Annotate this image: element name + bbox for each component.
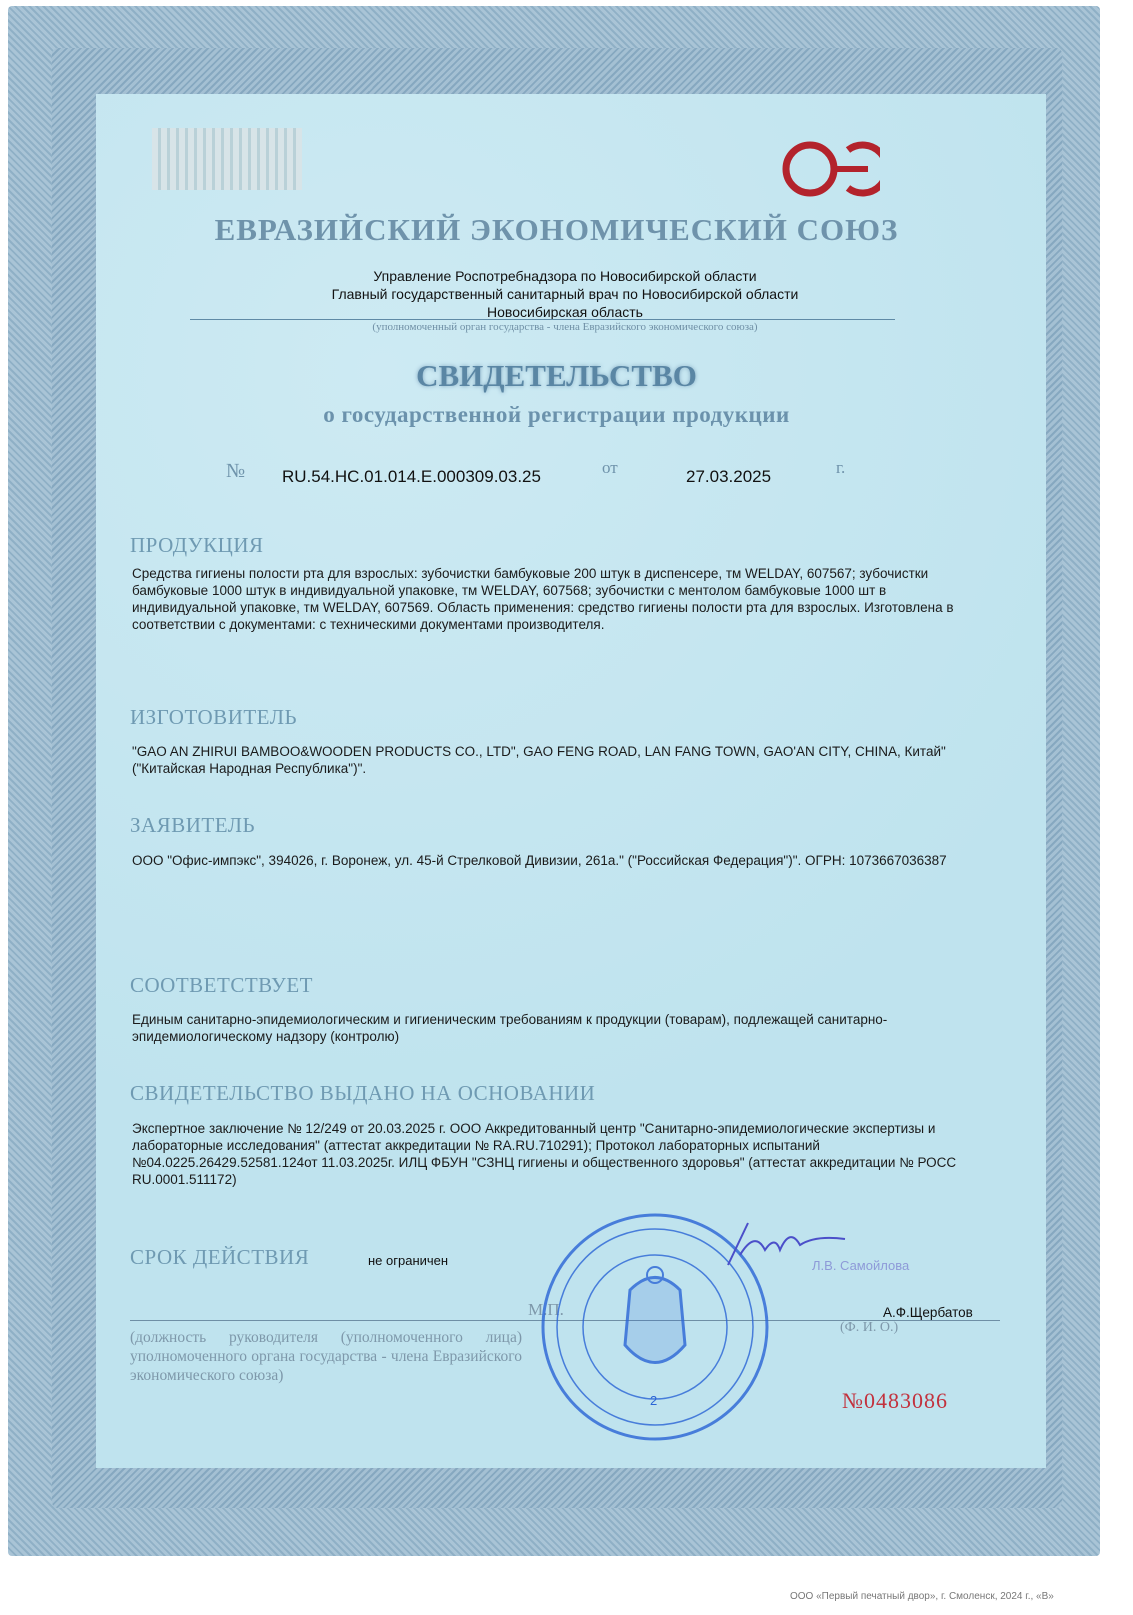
- complies-text: Единым санитарно-эпидемиологическим и гигиеническим требованиям к продукции (товарам), подлежащей санитарно-эпидемиологическому надзору (контролю): [132, 1012, 888, 1044]
- authority-line: Новосибирская область: [487, 304, 643, 320]
- manufacturer-text: "GAO AN ZHIRUI BAMBOO&WOODEN PRODUCTS CO., LTD", GAO FENG ROAD, LAN FANG TOWN, GAO'AN CITY, CHINA, Китай" ("Китайская Народная Республика")".: [132, 744, 946, 776]
- date-from-label: от: [602, 458, 618, 477]
- serial-number: №0483086: [842, 1388, 948, 1413]
- se-logo: [780, 138, 880, 200]
- applicant-heading: ЗАЯВИТЕЛЬ: [130, 813, 256, 837]
- applicant-text: ООО "Офис-импэкс", 394026, г. Воронеж, ул. 45-й Стрелковой Дивизии, 261а." ("Российская Федерация")". ОГРН: 1073667036387: [132, 853, 947, 868]
- hologram: [152, 128, 302, 190]
- basis-heading: СВИДЕТЕЛЬСТВО ВЫДАНО НА ОСНОВАНИИ: [130, 1081, 596, 1105]
- stamp-mark-label: М.П.: [528, 1300, 564, 1319]
- stamp-number: 2: [650, 1393, 658, 1408]
- validity-value: не ограничен: [368, 1253, 449, 1268]
- manufacturer-heading: ИЗГОТОВИТЕЛЬ: [130, 705, 298, 729]
- number-label: №: [226, 460, 246, 482]
- printer-imprint: ООО «Первый печатный двор», г. Смоленск, 2024 г., «В»: [790, 1591, 1054, 1602]
- signer-name: А.Ф.Щербатов: [883, 1305, 973, 1320]
- product-heading: ПРОДУКЦИЯ: [130, 533, 264, 557]
- fio-caption: (Ф. И. О.): [840, 1320, 899, 1335]
- divider: [190, 319, 895, 320]
- verifier-name: Л.В. Самойлова: [812, 1258, 910, 1273]
- authority-line: Главный государственный санитарный врач по Новосибирской области: [331, 286, 799, 302]
- validity-heading: СРОК ДЕЙСТВИЯ: [130, 1245, 310, 1269]
- complies-heading: СООТВЕТСТВУЕТ: [130, 973, 313, 997]
- basis-text: Экспертное заключение № 12/249 от 20.03.2025 г. ООО Аккредитованный центр "Санитарно-эпидемиологические экспертизы и лабораторные исследования" (аттестат аккредитации № RA.RU.710291); Протокол лабораторных испытаний №04.0225.26429.52581.124от 11.03.2025г. ИЛЦ ФБУН "СЗНЦ гигиены и общественного здоровья" (аттестат аккредитации № РОСС RU.0001.511172): [132, 1121, 957, 1187]
- certificate-title: СВИДЕТЕЛЬСТВО: [416, 358, 697, 393]
- union-title: ЕВРАЗИЙСКИЙ ЭКОНОМИЧЕСКИЙ СОЮЗ: [214, 212, 899, 247]
- certificate-number: RU.54.HC.01.014.E.000309.03.25: [282, 467, 541, 486]
- authority-caption: (уполномоченный орган государства - члена Евразийского экономического союза): [372, 321, 758, 333]
- product-text: Средства гигиены полости рта для взрослых: зубочистки бамбуковые 200 штук в диспенсере, тм WELDAY, 607567; зубочистки бамбуковые 1000 штук в индивидуальной упаковке, тм WELDAY, 607568; зубочистки с ментолом бамбуковые 1000 шт в индивидуальной упаковке, тм WELDAY, 607569. Область применения: средство гигиены полости рта для взрослых. Изготовлена в соответствии с документами: с техническими документами производителя.: [132, 566, 954, 632]
- year-suffix: г.: [836, 458, 846, 477]
- certificate-subtitle: о государственной регистрации продукции: [323, 402, 790, 427]
- authority-line: Управление Роспотребнадзора по Новосибирской области: [373, 268, 757, 284]
- position-caption: (должность руководителя (уполномоченного лица) уполномоченного органа государства - члена Евразийского экономического союза): [130, 1329, 522, 1384]
- certificate-date: 27.03.2025: [686, 467, 772, 486]
